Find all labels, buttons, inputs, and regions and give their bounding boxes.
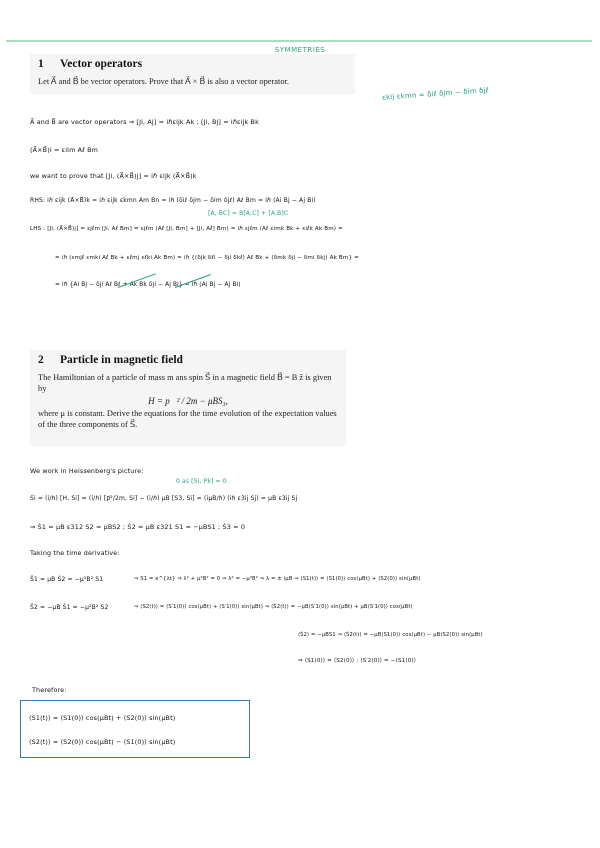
problem-1-statement: Let A⃗ and B⃗ be vector operators. Prove that A⃗ × B⃗ is also a vector operator. xyxy=(38,77,289,86)
problem-1-number: 1 xyxy=(38,58,44,70)
s2-derivative-line: ⟨Ṡ2⟩ = −μBS1 ⇒ ⟨Ṡ2(t)⟩ = −μB⟨S1(0)⟩ cos(μBt) − μB⟨S2(0)⟩ sin(μBt) xyxy=(298,632,483,638)
taking-derivative-label: Taking the time derivative: xyxy=(30,549,120,557)
spin-components: ⇒ Ṡ1 = μB ε312 S2 = μBS2 ; Ṡ2 = μB ε321 S1 = −μBS1 ; Ṡ3 = 0 xyxy=(30,523,246,531)
commutator-identity-note: [A, BC] = B[A,C] + [A,B]C xyxy=(208,210,289,217)
epsilon-identity-note: εkij εkmn = δiℓ δjm − δim δjℓ xyxy=(381,86,489,102)
problem-1-box xyxy=(30,54,355,94)
problem-2-statement: The Hamiltonian of a particle of mass m ans spin S⃗ in a magnetic field B⃗ = B ẑ is given by xyxy=(38,373,332,393)
answer-s1: ⟨S1(t)⟩ = ⟨S1(0)⟩ cos(μBt) + ⟨S2(0)⟩ sin(μBt) xyxy=(29,714,176,722)
hamiltonian-equation: H = p⃗² / 2m − μBS₃, xyxy=(148,396,228,406)
goal-statement: we want to prove that [Ji, (A⃗×B⃗)j] = iℏ εijk (A⃗×B⃗)k xyxy=(30,172,197,180)
heisenberg-intro: We work in Heissenberg's picture: xyxy=(30,467,144,475)
problem-2-question: where μ is constant. Derive the equations for the time evolution of the expectation values of the three components of S⃗. xyxy=(38,409,337,429)
spin-equation-of-motion: Ṡi = (i/ℏ) [H, Si] = (i/ℏ) [p⃗²/2m, Si] − (i/ℏ) μB [S3, Si] = (iμB/ℏ) (iℏ ε3ij Sj) = μB ε3ij Sj xyxy=(30,495,298,502)
s2-general-solution: ⇒ ⟨S2(t)⟩ = ⟨S′1(0)⟩ cos(μBt) + ⟨S′1(0)⟩ sin(μBt) ⇒ ⟨Ṡ2(t)⟩ = −μB⟨S′1(0)⟩ sin(μBt) + μB⟨S′1(0)⟩ cos(μBt) xyxy=(134,604,413,610)
cross-product-definition: (A⃗×B⃗)i = εilm Aℓ Bm xyxy=(30,146,99,154)
problem-2-title: Particle in magnetic field xyxy=(60,354,183,366)
characteristic-solution: ⇒ S1 = e^{λt} ⇒ λ² + μ²B² = 0 ⇒ λ² = −μ²B² ⇒ λ = ± iμB ⇒ ⟨S1(t)⟩ = ⟨S1(0)⟩ cos(μBt) + ⟨S2(0)⟩ sin(μBt) xyxy=(134,576,421,582)
lhs-line-1: LHS : [Ji, (A⃗×B⃗)j] = εjℓm [Ji, Aℓ Bm] = εjℓm (Aℓ [Ji, Bm] + [Ji, Aℓ] Bm) = iℏ εjℓm (Aℓ εimk Bk + εiℓk Ak Bm) = xyxy=(30,226,343,232)
lhs-line-2: = iℏ (εmjℓ εmki Aℓ Bk + εℓmj εℓki Ak Bm) = iℏ {(δjk δℓi − δji δkℓ) Aℓ Bk + (δmk δji − δmi δkj) Ak Bm} = xyxy=(55,255,359,261)
s1-second-derivative: S̈1 = μB Ṡ2 = −μ²B² S1 xyxy=(30,576,104,583)
page-header-title: SYMMETRIES xyxy=(269,46,331,54)
given-commutators: A⃗ and B⃗ are vector operators ⇒ [Ji, Aj] = iℏεijk Ak ; [Ji, Bj] = iℏεijk Bk xyxy=(30,118,259,126)
rhs-line: RHS: iℏ εijk (A⃗×B⃗)k = iℏ εijk εkmn Am Bn = iℏ (δiℓ δjm − δim δjℓ) Aℓ Bm = iℏ (Ai Bj − Aj Bi) xyxy=(30,197,316,204)
lhs-line-3: = iℏ {Ai Bj − δji Aℓ Bℓ + Ak Bk δji − Aj Bi} = iℏ (Ai Bj − Aj Bi) xyxy=(55,282,241,288)
problem-1-title: Vector operators xyxy=(60,58,143,70)
problem-2-number: 2 xyxy=(38,354,44,366)
commutator-zero-note: 0 as [Si, Pk] = 0 xyxy=(176,478,227,485)
final-answer-box xyxy=(20,700,250,758)
problem-2-box xyxy=(30,350,346,446)
initial-conditions: ⇒ ⟨S1(0)⟩ = ⟨S2(0)⟩ ; ⟨S′2(0)⟩ = −⟨S1(0)⟩ xyxy=(298,658,417,664)
problem-2-heading xyxy=(38,354,346,366)
therefore-label: Therefore: xyxy=(32,686,67,694)
problem-1-heading xyxy=(38,58,355,70)
answer-s2: ⟨S2(t)⟩ = ⟨S2(0)⟩ cos(μBt) − ⟨S1(0)⟩ sin(μBt) xyxy=(29,738,176,746)
s2-second-derivative: S̈2 = −μB Ṡ1 = −μ²B² S2 xyxy=(30,604,109,611)
